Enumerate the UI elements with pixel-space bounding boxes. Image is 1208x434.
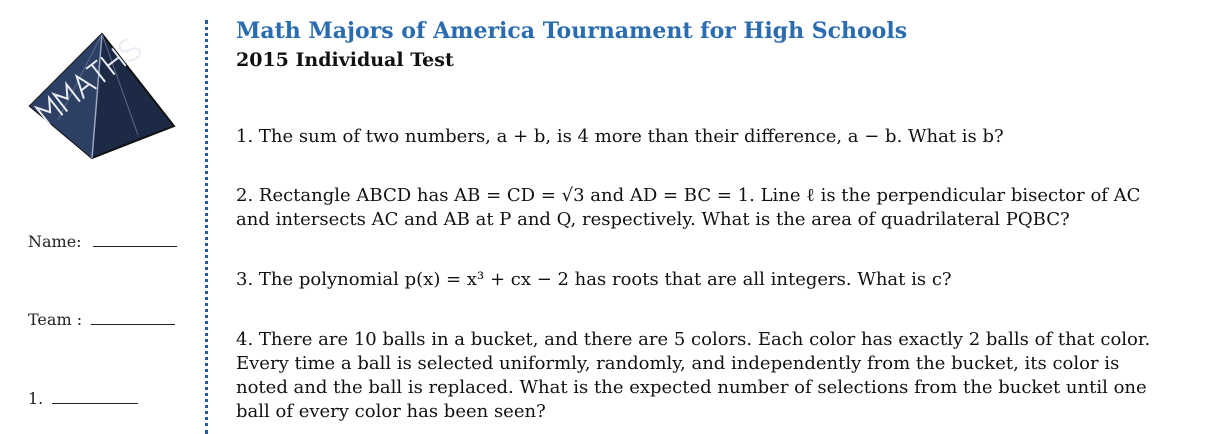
problem-2: 2. Rectangle ABCD has AB = CD = √3 and AD = BC = 1. Line ℓ is the perpendicular bisector of AC and intersects AC and AB at P and Q, respectively. What is the area of quadrilateral PQBC? (236, 185, 1141, 230)
tournament-title: Math Majors of America Tournament for High Schools (236, 18, 908, 44)
test-subtitle: 2015 Individual Test (236, 49, 454, 71)
answer-1-field[interactable] (28, 389, 138, 408)
dotted-divider (205, 20, 208, 434)
team-blank[interactable] (91, 312, 175, 325)
answer-1-blank[interactable] (52, 391, 138, 404)
problem-1: 1. The sum of two numbers, a + b, is 4 more than their difference, a − b. What is b? (236, 126, 1004, 147)
answer-1-label: 1. (28, 389, 44, 408)
problem-4: 4. There are 10 balls in a bucket, and there are 5 colors. Each color has exactly 2 balls of that color. Every time a ball is selected uniformly, randomly, and independently from the bucket, its color is noted and the ball is replaced. What is the expected number of selections from the bucket until one ball of every color has been seen? (236, 329, 1151, 422)
name-label: Name: (28, 232, 82, 251)
team-label: Team : (28, 310, 83, 329)
team-field[interactable] (28, 310, 175, 329)
mmaths-pyramid-logo (28, 30, 178, 160)
name-field[interactable] (28, 232, 177, 251)
name-blank[interactable] (93, 234, 177, 247)
problem-3: 3. The polynomial p(x) = x³ + cx − 2 has roots that are all integers. What is c? (236, 269, 952, 290)
